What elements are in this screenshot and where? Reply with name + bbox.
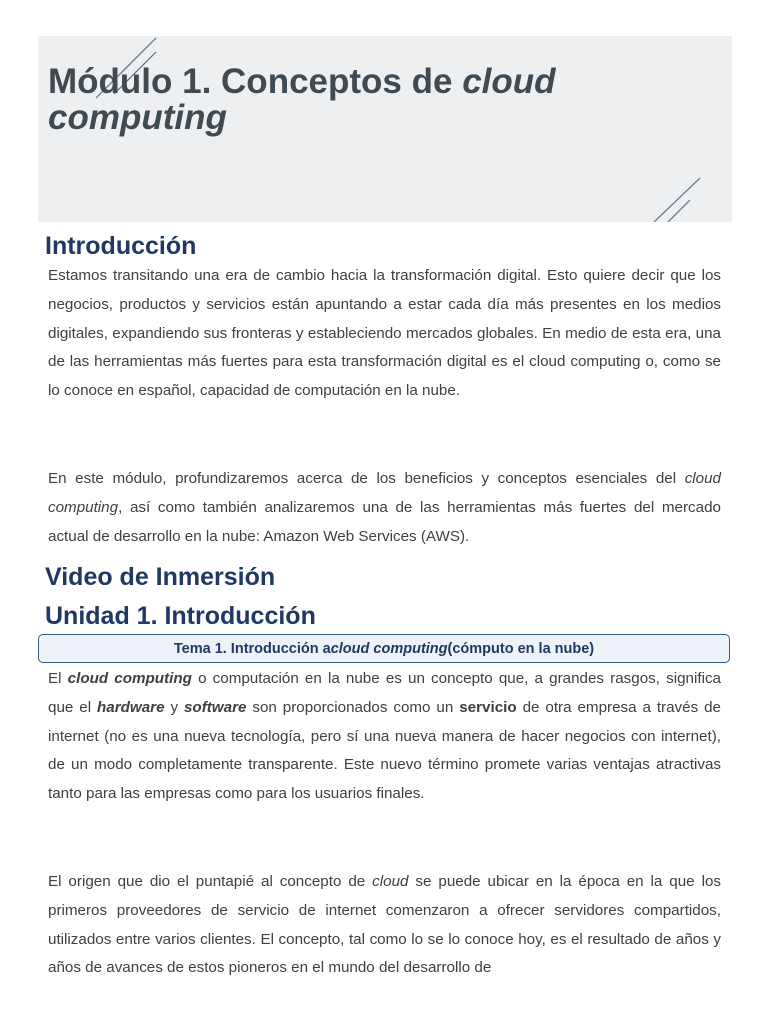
body-paragraph-1 bbox=[48, 665, 721, 809]
unit-heading: Unidad 1. Introducción bbox=[45, 602, 316, 630]
text-span: y bbox=[164, 698, 184, 716]
tema-prefix: Tema 1. Introducción a bbox=[173, 640, 331, 657]
module-title-prefix: Módulo 1. Conceptos de bbox=[48, 62, 463, 101]
text-span: o computación en la nube es un concepto que, a grandes rasgos, significa que el bbox=[48, 670, 721, 716]
module-title bbox=[48, 64, 708, 136]
video-heading[interactable]: Video de Inmersión bbox=[45, 563, 276, 591]
text-span: son proporcionados como un bbox=[246, 698, 460, 716]
text-span: se puede ubicar en la época en la que los primeros proveedores de servicio de internet comenzaron a ofrecer servidores compartidos, utilizados entre varios clientes. El concepto, tal como lo se lo conoce hoy, es el resultado de años y años de avances de estos pioneros en el mundo del desarrollo de bbox=[48, 873, 721, 977]
tema-italic: cloud computing bbox=[330, 640, 448, 657]
text-span: En este módulo, profundizaremos acerca de los beneficios y conceptos esenciales del bbox=[48, 470, 685, 487]
text-span-italic: cloud bbox=[372, 873, 409, 890]
text-span: , así como también analizaremos una de las herramientas más fuertes del mercado actual de desarrollo en la nube: Amazon Web Services (AWS). bbox=[48, 498, 721, 545]
text-span-bold-italic: hardware bbox=[97, 698, 165, 716]
module-header bbox=[38, 36, 732, 222]
text-span-bold: servicio bbox=[459, 698, 517, 716]
text-span-italic: cloud computing bbox=[48, 470, 721, 516]
intro-paragraph-1: Estamos transitando una era de cambio hacia la transformación digital. Esto quiere decir que los negocios, productos y servicios están apuntando a estar cada día más presentes en los medios digitales, expandiendo sus fronteras y estableciendo mercados globales. En medio de esta era, una de las herramientas más fuertes para esta transformación digital es el cloud computing o, como se lo conoce en español, capacidad de computación en la nube. bbox=[48, 267, 721, 400]
text-span: de otra empresa a través de internet (no es una nueva tecnología, pero sí una nueva manera de hacer negocios con internet), de un modo completamente transparente. Este nuevo término promete varias ventajas atractivas tanto para las empresas como para los usuarios finales. bbox=[48, 698, 721, 803]
module-title-italic: cloud computing bbox=[48, 62, 556, 137]
tema-suffix: (cómputo en la nube) bbox=[447, 640, 595, 657]
text-span-bold-italic: cloud computing bbox=[67, 670, 192, 687]
intro-heading: Introducción bbox=[45, 232, 197, 260]
tema-banner bbox=[38, 634, 730, 663]
intro-paragraph-2 bbox=[48, 465, 721, 551]
text-span-bold-italic: software bbox=[183, 698, 247, 716]
body-paragraph-2 bbox=[48, 868, 721, 983]
text-span: El bbox=[48, 670, 68, 687]
text-span: El origen que dio el puntapié al concepto de bbox=[48, 873, 373, 890]
